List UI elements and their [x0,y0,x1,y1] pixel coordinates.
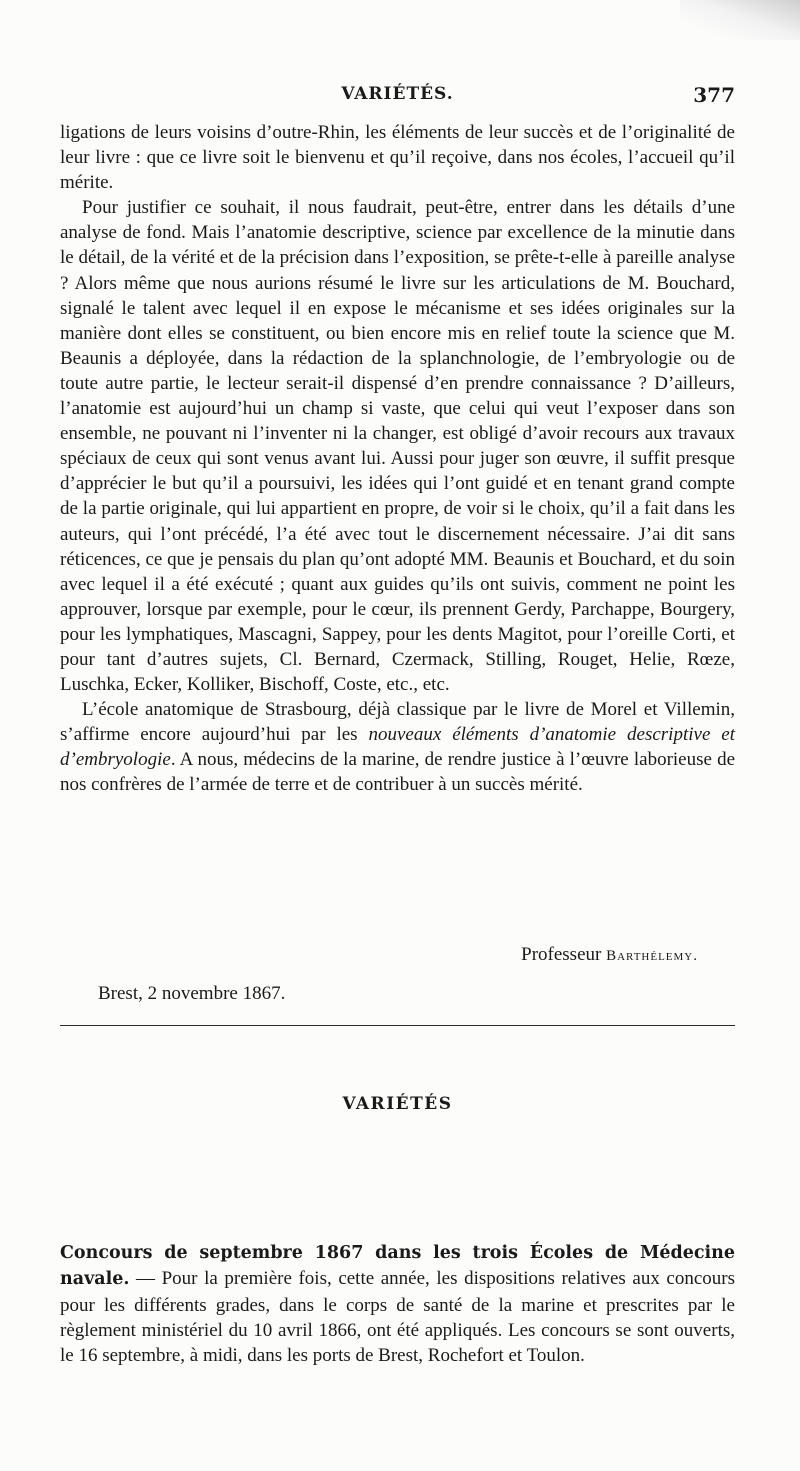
signature [521,944,698,966]
book-title-italic: nouveaux éléments d’anatomie descriptive et d’embryologie [60,724,736,771]
running-title: VARIÉTÉS. [341,84,454,104]
section-title: VARIÉTÉS [342,1094,453,1114]
section-divider [60,1025,735,1026]
section-lead-heading: Concours de septembre 1867 dans les trois Écoles de Médecine navale. [60,1243,735,1290]
paragraph-3-end: . A nous, médecins de la marine, de rendre justice à l’œuvre laborieuse de nos confrères de l’armée de terre et de contribuer à un succès mérité. [60,749,735,796]
section-paragraph-text: — Pour la première fois, cette année, les dispositions relatives aux concours pour les différents grades, dans le corps de santé de la marine et prescrites par le règlement ministériel du 10 avril 1866, ont été appliqués. Les concours se sont ouverts, le 16 septembre, à midi, dans les ports de Brest, Rochefort et Toulon. [60,1268,735,1367]
section-body [60,1240,735,1368]
running-head [60,84,735,114]
paragraph-2: Pour justifier ce souhait, il nous faudrait, peut-être, entrer dans les détails d’une analyse de fond. Mais l’anatomie descriptive, science par excellence de la minutie dans le détail, de la vérité et de la précision dans l’exposition, se prête-t-elle à pareille analyse ? Alors même que nous aurions résumé le livre sur les articulations de M. Bouchard, signalé le talent avec lequel il en expose le mécanisme et ses idées originales sur la manière dont elles se constituent, ou bien encore mis en relief toute la science que M. Beaunis a déployée, dans la rédaction de la splanchnologie, de l’embryologie ou de toute autre partie, le lecteur serait-il dispensé d’en prendre connaissance ? D’ailleurs, l’anatomie est aujourd’hui un champ si vaste, que celui qui veut l’exposer dans son ensemble, ne pouvant ni l’inventer ni la changer, est obligé d’avoir recours aux travaux spéciaux de ceux qui sont venus avant lui. Aussi pour juger son œuvre, il suffit presque d’apprécier le but qu’il a poursuivi, les idées qui l’ont guidé et en tenant grand compte de la partie originale, qui lui appartient en propre, de voir si le choix, qu’il a fait dans les auteurs, qui l’ont précédé, l’a été avec tout le discernement nécessaire. J’ai dit sans réticences, ce que je pensais du plan qu’ont adopté MM. Beaunis et Bouchard, et du soin avec lequel il a été exécuté ; quant aux guides qu’ils ont suivis, comment ne point les approuver, lorsque par exemple, pour le cœur, ils prennent Gerdy, Parchappe, Bourgery, pour les lymphatiques, Mascagni, Sappey, pour les dents Magitot, pour l’oreille Corti, et pour tant d’autres sujets, Cl. Bernard, Czermack, Stilling, Rouget, Helie, Rœze, Luschka, Ecker, Kolliker, Bischoff, Coste, etc., etc. [60,197,735,696]
signature-prefix: Professeur [521,944,607,965]
article-body [60,120,735,798]
scan-corner-shadow [680,0,800,40]
paragraph-1: ligations de leurs voisins d’outre-Rhin, les éléments de leur succès et de l’originalité de leur livre : que ce livre soit le bienvenu et qu’il reçoive, dans nos écoles, l’accueil qu’il mérite. [60,122,735,194]
paragraph-3 [60,697,735,797]
section-paragraph [60,1240,735,1368]
signature-name: Barthélemy. [606,948,698,964]
page-number: 377 [693,83,735,107]
dateline: Brest, 2 novembre 1867. [98,983,286,1004]
paragraph-3-start: L’école anatomique de Strasbourg, déjà classique par le livre de Morel et Villemin, s’affirme encore aujourd’hui par les [60,699,735,746]
